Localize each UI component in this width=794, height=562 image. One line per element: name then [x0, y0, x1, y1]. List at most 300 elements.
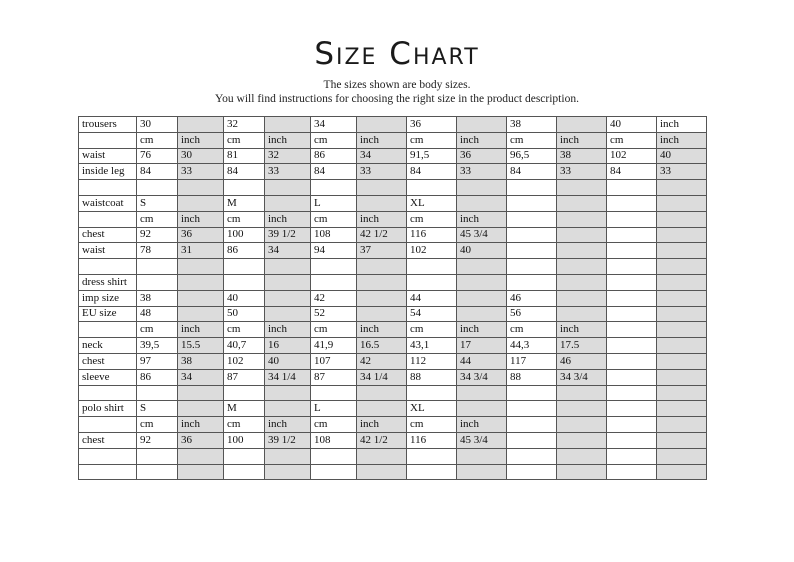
table-cell: 33: [357, 164, 407, 180]
table-cell: [507, 432, 557, 448]
table-cell: cm: [224, 417, 265, 433]
table-cell: cm: [311, 211, 357, 227]
table-cell: 84: [607, 164, 657, 180]
table-cell: [507, 243, 557, 259]
table-cell: [224, 385, 265, 401]
table-cell: [178, 195, 224, 211]
table-cell: cm: [507, 322, 557, 338]
table-row: [79, 385, 707, 401]
table-cell: inch: [657, 117, 707, 133]
table-cell: cm: [137, 132, 178, 148]
row-label-cell: [79, 259, 137, 275]
row-label-cell: trousers: [79, 117, 137, 133]
table-cell: [357, 290, 407, 306]
table-cell: [607, 353, 657, 369]
table-cell: [265, 259, 311, 275]
table-cell: 42: [311, 290, 357, 306]
table-cell: 52: [311, 306, 357, 322]
table-cell: cm: [311, 417, 357, 433]
table-cell: 84: [407, 164, 457, 180]
table-cell: 40,7: [224, 338, 265, 354]
table-cell: inch: [265, 211, 311, 227]
table-cell: 33: [178, 164, 224, 180]
size-chart-table: [78, 116, 707, 480]
table-cell: [178, 259, 224, 275]
table-cell: 117: [507, 353, 557, 369]
row-label-cell: neck: [79, 338, 137, 354]
table-cell: 33: [557, 164, 607, 180]
table-cell: 34 3/4: [457, 369, 507, 385]
table-cell: [657, 322, 707, 338]
table-row: [79, 306, 707, 322]
table-cell: L: [311, 195, 357, 211]
table-cell: 87: [224, 369, 265, 385]
table-cell: [265, 401, 311, 417]
table-cell: [507, 274, 557, 290]
table-row: [79, 417, 707, 433]
table-cell: 39,5: [137, 338, 178, 354]
table-cell: 84: [137, 164, 178, 180]
table-cell: 42 1/2: [357, 227, 407, 243]
row-label-cell: [79, 417, 137, 433]
table-cell: [607, 290, 657, 306]
table-cell: [357, 401, 407, 417]
table-cell: 34 3/4: [557, 369, 607, 385]
table-cell: [311, 385, 357, 401]
table-cell: [178, 180, 224, 196]
table-cell: 88: [407, 369, 457, 385]
table-cell: 116: [407, 227, 457, 243]
table-cell: 34 1/4: [357, 369, 407, 385]
table-cell: [657, 211, 707, 227]
table-cell: inch: [657, 132, 707, 148]
table-row: [79, 117, 707, 133]
table-cell: 86: [224, 243, 265, 259]
table-cell: inch: [457, 322, 507, 338]
table-cell: 36: [178, 227, 224, 243]
table-cell: cm: [607, 132, 657, 148]
table-cell: 38: [178, 353, 224, 369]
table-cell: [657, 243, 707, 259]
table-cell: 17: [457, 338, 507, 354]
table-cell: [178, 464, 224, 480]
table-row: [79, 353, 707, 369]
table-cell: [557, 464, 607, 480]
table-cell: inch: [178, 132, 224, 148]
table-cell: [311, 464, 357, 480]
table-cell: inch: [178, 211, 224, 227]
table-cell: [265, 306, 311, 322]
table-cell: [311, 259, 357, 275]
table-cell: [507, 417, 557, 433]
table-cell: [607, 306, 657, 322]
table-cell: 42: [357, 353, 407, 369]
table-cell: 33: [657, 164, 707, 180]
table-cell: 36: [407, 117, 457, 133]
table-cell: cm: [137, 417, 178, 433]
row-label-cell: polo shirt: [79, 401, 137, 417]
row-label-cell: [79, 180, 137, 196]
table-cell: inch: [457, 132, 507, 148]
table-row: [79, 338, 707, 354]
table-cell: 33: [457, 164, 507, 180]
table-cell: 92: [137, 227, 178, 243]
table-cell: [224, 259, 265, 275]
table-cell: 15.5: [178, 338, 224, 354]
table-cell: [507, 180, 557, 196]
table-cell: 92: [137, 432, 178, 448]
table-cell: [137, 464, 178, 480]
table-row: [79, 274, 707, 290]
table-cell: [607, 274, 657, 290]
table-cell: 94: [311, 243, 357, 259]
table-cell: cm: [407, 211, 457, 227]
table-cell: [657, 195, 707, 211]
table-cell: [224, 464, 265, 480]
table-cell: [178, 448, 224, 464]
table-cell: 87: [311, 369, 357, 385]
table-cell: [557, 227, 607, 243]
table-cell: [507, 227, 557, 243]
table-row: [79, 432, 707, 448]
table-cell: cm: [407, 322, 457, 338]
table-cell: [607, 180, 657, 196]
table-cell: [357, 274, 407, 290]
table-cell: 91,5: [407, 148, 457, 164]
table-cell: [178, 290, 224, 306]
table-cell: [557, 385, 607, 401]
table-cell: [224, 448, 265, 464]
table-cell: 34 1/4: [265, 369, 311, 385]
table-cell: [457, 274, 507, 290]
table-cell: inch: [357, 211, 407, 227]
table-cell: 116: [407, 432, 457, 448]
table-cell: 102: [607, 148, 657, 164]
table-cell: 39 1/2: [265, 227, 311, 243]
table-cell: [507, 259, 557, 275]
table-cell: 108: [311, 227, 357, 243]
table-cell: 97: [137, 353, 178, 369]
table-cell: [178, 306, 224, 322]
table-cell: inch: [357, 132, 407, 148]
table-cell: 38: [507, 117, 557, 133]
table-cell: 40: [265, 353, 311, 369]
table-cell: 44: [457, 353, 507, 369]
row-label-cell: inside leg: [79, 164, 137, 180]
table-cell: 36: [457, 148, 507, 164]
table-cell: XL: [407, 401, 457, 417]
table-cell: 102: [224, 353, 265, 369]
table-cell: 30: [137, 117, 178, 133]
table-cell: cm: [224, 322, 265, 338]
table-row: [79, 369, 707, 385]
table-cell: [265, 448, 311, 464]
table-cell: 45 3/4: [457, 227, 507, 243]
table-cell: [407, 385, 457, 401]
row-label-cell: [79, 132, 137, 148]
table-cell: [137, 259, 178, 275]
table-cell: 46: [507, 290, 557, 306]
table-cell: [265, 195, 311, 211]
row-label-cell: [79, 464, 137, 480]
table-cell: [557, 432, 607, 448]
table-cell: 37: [357, 243, 407, 259]
table-cell: [178, 385, 224, 401]
table-cell: cm: [507, 132, 557, 148]
table-row: [79, 180, 707, 196]
subtitle: [0, 78, 794, 106]
table-cell: 54: [407, 306, 457, 322]
table-cell: [507, 195, 557, 211]
table-cell: [137, 385, 178, 401]
table-cell: 34: [311, 117, 357, 133]
table-cell: 16.5: [357, 338, 407, 354]
table-cell: [657, 338, 707, 354]
table-cell: [357, 385, 407, 401]
table-cell: [265, 385, 311, 401]
table-cell: 31: [178, 243, 224, 259]
table-cell: [457, 290, 507, 306]
table-cell: 50: [224, 306, 265, 322]
table-cell: 100: [224, 227, 265, 243]
table-cell: L: [311, 401, 357, 417]
table-cell: [657, 417, 707, 433]
table-cell: [311, 180, 357, 196]
table-cell: [357, 306, 407, 322]
table-cell: inch: [457, 417, 507, 433]
table-cell: inch: [557, 132, 607, 148]
table-cell: S: [137, 401, 178, 417]
subtitle-line-body-sizes: The sizes shown are body sizes.: [323, 79, 471, 91]
table-cell: [557, 274, 607, 290]
table-cell: [607, 227, 657, 243]
table-cell: [557, 211, 607, 227]
table-cell: 56: [507, 306, 557, 322]
table-cell: [607, 243, 657, 259]
table-cell: [265, 290, 311, 306]
table-cell: [507, 401, 557, 417]
table-row: [79, 322, 707, 338]
table-cell: 100: [224, 432, 265, 448]
table-cell: [657, 274, 707, 290]
table-cell: [507, 464, 557, 480]
table-cell: 102: [407, 243, 457, 259]
row-label-cell: chest: [79, 432, 137, 448]
row-label-cell: sleeve: [79, 369, 137, 385]
table-cell: [557, 290, 607, 306]
table-cell: [607, 322, 657, 338]
table-row: [79, 401, 707, 417]
row-label-cell: chest: [79, 227, 137, 243]
table-cell: [265, 180, 311, 196]
table-cell: 43,1: [407, 338, 457, 354]
table-cell: [557, 180, 607, 196]
table-cell: inch: [265, 132, 311, 148]
table-cell: [407, 464, 457, 480]
table-cell: 96,5: [507, 148, 557, 164]
table-cell: inch: [178, 417, 224, 433]
table-cell: inch: [357, 417, 407, 433]
table-cell: inch: [265, 417, 311, 433]
table-cell: 84: [224, 164, 265, 180]
table-cell: [657, 401, 707, 417]
table-cell: M: [224, 401, 265, 417]
table-cell: 46: [557, 353, 607, 369]
table-cell: 48: [137, 306, 178, 322]
table-row: [79, 164, 707, 180]
table-cell: [607, 448, 657, 464]
table-row: [79, 259, 707, 275]
table-cell: 86: [311, 148, 357, 164]
table-cell: [265, 464, 311, 480]
table-cell: [457, 259, 507, 275]
table-cell: [507, 385, 557, 401]
table-cell: [457, 464, 507, 480]
table-cell: 40: [457, 243, 507, 259]
table-row: [79, 464, 707, 480]
table-cell: [457, 306, 507, 322]
table-cell: [357, 180, 407, 196]
table-cell: [657, 259, 707, 275]
table-cell: cm: [137, 211, 178, 227]
table-cell: [311, 274, 357, 290]
table-cell: 44,3: [507, 338, 557, 354]
table-cell: 30: [178, 148, 224, 164]
table-cell: [137, 274, 178, 290]
row-label-cell: waist: [79, 243, 137, 259]
table-cell: inch: [557, 322, 607, 338]
table-cell: [224, 274, 265, 290]
table-cell: [657, 306, 707, 322]
table-cell: 42 1/2: [357, 432, 407, 448]
table-cell: [137, 180, 178, 196]
table-cell: [657, 227, 707, 243]
table-cell: 36: [178, 432, 224, 448]
table-cell: 16: [265, 338, 311, 354]
table-cell: [457, 448, 507, 464]
table-cell: 41,9: [311, 338, 357, 354]
table-cell: cm: [224, 211, 265, 227]
table-cell: [357, 259, 407, 275]
table-cell: [407, 274, 457, 290]
page-title: Size Chart: [314, 36, 480, 72]
row-label-cell: [79, 211, 137, 227]
table-cell: 44: [407, 290, 457, 306]
table-cell: 107: [311, 353, 357, 369]
row-label-cell: [79, 322, 137, 338]
table-cell: [657, 464, 707, 480]
table-cell: 39 1/2: [265, 432, 311, 448]
table-cell: [357, 195, 407, 211]
table-cell: [607, 432, 657, 448]
table-cell: 88: [507, 369, 557, 385]
table-row: [79, 211, 707, 227]
table-cell: [265, 117, 311, 133]
table-cell: 34: [178, 369, 224, 385]
table-cell: [265, 274, 311, 290]
table-cell: [407, 180, 457, 196]
table-cell: 40: [607, 117, 657, 133]
table-cell: M: [224, 195, 265, 211]
size-chart-body: [79, 117, 707, 480]
table-cell: cm: [137, 322, 178, 338]
table-cell: [457, 117, 507, 133]
table-cell: 32: [224, 117, 265, 133]
table-cell: XL: [407, 195, 457, 211]
table-cell: [557, 195, 607, 211]
table-row: [79, 148, 707, 164]
table-cell: inch: [457, 211, 507, 227]
table-row: [79, 195, 707, 211]
row-label-cell: chest: [79, 353, 137, 369]
table-cell: [607, 401, 657, 417]
table-cell: S: [137, 195, 178, 211]
table-cell: [224, 180, 265, 196]
row-label-cell: waistcoat: [79, 195, 137, 211]
table-cell: [457, 385, 507, 401]
table-cell: 17.5: [557, 338, 607, 354]
table-cell: [657, 353, 707, 369]
table-cell: [657, 448, 707, 464]
table-cell: [311, 448, 357, 464]
table-cell: cm: [407, 417, 457, 433]
table-cell: 40: [657, 148, 707, 164]
table-cell: [557, 243, 607, 259]
table-cell: 84: [507, 164, 557, 180]
table-cell: [607, 385, 657, 401]
table-cell: 108: [311, 432, 357, 448]
table-cell: [407, 448, 457, 464]
table-cell: [178, 274, 224, 290]
table-cell: [657, 180, 707, 196]
table-cell: 112: [407, 353, 457, 369]
table-cell: [557, 117, 607, 133]
table-cell: [557, 401, 607, 417]
row-label-cell: imp size: [79, 290, 137, 306]
table-cell: [507, 448, 557, 464]
table-cell: 81: [224, 148, 265, 164]
table-cell: [507, 211, 557, 227]
table-cell: [657, 290, 707, 306]
table-cell: 34: [265, 243, 311, 259]
table-cell: 86: [137, 369, 178, 385]
table-cell: [178, 117, 224, 133]
table-row: [79, 290, 707, 306]
table-cell: 32: [265, 148, 311, 164]
table-cell: [137, 448, 178, 464]
table-cell: [178, 401, 224, 417]
table-cell: 78: [137, 243, 178, 259]
table-cell: [457, 195, 507, 211]
row-label-cell: waist: [79, 148, 137, 164]
table-cell: [657, 369, 707, 385]
table-cell: 38: [557, 148, 607, 164]
row-label-cell: dress shirt: [79, 274, 137, 290]
table-cell: [657, 432, 707, 448]
table-row: [79, 227, 707, 243]
table-cell: [607, 259, 657, 275]
table-cell: 38: [137, 290, 178, 306]
table-cell: [607, 195, 657, 211]
subtitle-line-instructions: You will find instructions for choosing the right size in the product description.: [215, 93, 579, 105]
table-cell: [357, 448, 407, 464]
table-cell: [357, 117, 407, 133]
table-cell: [607, 338, 657, 354]
table-cell: [357, 464, 407, 480]
table-cell: 34: [357, 148, 407, 164]
table-row: [79, 448, 707, 464]
row-label-cell: [79, 448, 137, 464]
